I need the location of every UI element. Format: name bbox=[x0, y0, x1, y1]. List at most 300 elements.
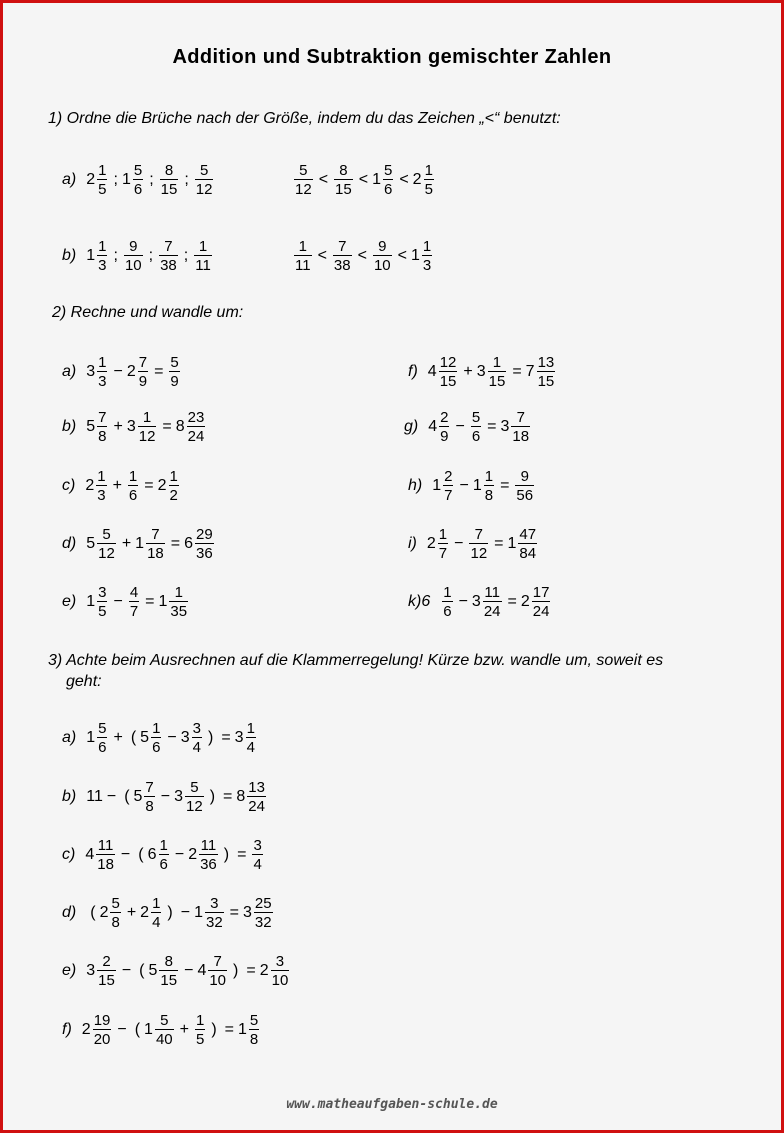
numerator: 1 bbox=[152, 895, 161, 912]
denominator: 3 bbox=[422, 257, 432, 274]
worksheet-title: Addition und Subtraktion gemischter Zahlen bbox=[172, 46, 612, 68]
fraction bbox=[294, 162, 313, 198]
operator: = bbox=[223, 788, 233, 805]
whole-number: 5 bbox=[86, 535, 96, 552]
whole-number: 1 bbox=[238, 1021, 247, 1038]
expression-2k bbox=[408, 580, 552, 624]
whole-number: 1 bbox=[86, 729, 96, 746]
item-label: d) bbox=[62, 904, 77, 921]
numerator: 7 bbox=[98, 409, 107, 426]
whole-number: 2 bbox=[81, 1021, 91, 1038]
operator: ) bbox=[208, 729, 214, 746]
numerator: 1 bbox=[492, 354, 502, 371]
operator: < bbox=[317, 247, 327, 264]
denominator: 5 bbox=[98, 603, 107, 620]
numerator: 7 bbox=[338, 238, 347, 255]
fraction bbox=[383, 162, 393, 198]
fraction bbox=[247, 779, 266, 815]
fraction bbox=[151, 720, 161, 756]
whole-number: 1 bbox=[194, 904, 203, 921]
denominator: 24 bbox=[248, 798, 265, 815]
numerator: 1 bbox=[159, 837, 168, 854]
expression-2d bbox=[62, 522, 216, 566]
numerator: 7 bbox=[213, 953, 222, 970]
expression-2a bbox=[62, 350, 182, 394]
operator: = bbox=[145, 593, 155, 610]
item-label: i) bbox=[408, 535, 417, 552]
numerator: 23 bbox=[187, 409, 205, 426]
denominator: 38 bbox=[333, 257, 351, 274]
numerator: 1 bbox=[438, 526, 448, 543]
denominator: 3 bbox=[98, 257, 107, 274]
whole-number: 3 bbox=[174, 788, 184, 805]
denominator: 3 bbox=[98, 373, 107, 390]
fraction bbox=[471, 409, 481, 445]
denominator: 6 bbox=[383, 181, 393, 198]
expression-3c bbox=[62, 833, 265, 877]
whole-number: 1 bbox=[372, 171, 381, 188]
numerator: 1 bbox=[98, 238, 107, 255]
denominator: 5 bbox=[98, 181, 107, 198]
fraction bbox=[195, 1012, 205, 1048]
expression-2b bbox=[62, 405, 207, 449]
operator: = bbox=[224, 1021, 234, 1038]
fraction bbox=[96, 837, 115, 873]
denominator: 8 bbox=[484, 487, 494, 504]
item-label: k)6 bbox=[408, 593, 431, 610]
fraction bbox=[515, 468, 534, 504]
denominator: 4 bbox=[253, 856, 262, 873]
whole-number: 4 bbox=[85, 846, 95, 863]
fraction bbox=[169, 468, 179, 504]
operator: = bbox=[237, 846, 247, 863]
numerator: 3 bbox=[192, 720, 201, 737]
numerator: 12 bbox=[439, 354, 457, 371]
whole-number: 1 bbox=[135, 535, 145, 552]
whole-number: 1 bbox=[121, 171, 131, 188]
item-label: d) bbox=[62, 535, 77, 552]
operator: ) bbox=[211, 1021, 217, 1038]
denominator: 15 bbox=[537, 373, 555, 390]
denominator: 15 bbox=[98, 972, 115, 989]
denominator: 6 bbox=[471, 428, 481, 445]
denominator: 12 bbox=[98, 545, 115, 562]
fraction bbox=[439, 354, 458, 390]
fraction bbox=[146, 526, 165, 562]
operator: = bbox=[162, 418, 172, 435]
operator: + bbox=[113, 418, 123, 435]
operator: + bbox=[126, 904, 137, 921]
expression-3e bbox=[62, 949, 291, 993]
denominator: 5 bbox=[424, 181, 433, 198]
numerator: 5 bbox=[199, 162, 209, 179]
operator: − bbox=[120, 846, 131, 863]
fraction bbox=[194, 238, 212, 274]
operator: − bbox=[167, 729, 177, 746]
task3-heading: 3) Achte beim Ausrechnen auf die Klammerregelung! Kürze bzw. wandle um, soweit es bbox=[48, 652, 664, 669]
fraction bbox=[249, 1012, 259, 1048]
fraction bbox=[97, 526, 116, 562]
whole-number: 2 bbox=[126, 363, 136, 380]
whole-number: 1 bbox=[86, 593, 96, 610]
denominator: 20 bbox=[93, 1031, 111, 1048]
denominator: 5 bbox=[195, 1031, 205, 1048]
numerator: 5 bbox=[160, 1012, 169, 1029]
numerator: 1 bbox=[98, 162, 107, 179]
fraction bbox=[97, 162, 107, 198]
numerator: 9 bbox=[520, 468, 529, 485]
denominator: 6 bbox=[152, 739, 161, 756]
operator: − bbox=[121, 962, 132, 979]
denominator: 24 bbox=[483, 603, 501, 620]
expression-2c bbox=[62, 464, 181, 508]
numerator: 11 bbox=[484, 584, 500, 601]
denominator: 8 bbox=[145, 798, 154, 815]
whole-number: 1 bbox=[472, 477, 482, 494]
denominator: 15 bbox=[335, 181, 352, 198]
operator: − bbox=[106, 788, 117, 805]
fraction bbox=[110, 895, 120, 931]
numerator: 29 bbox=[196, 526, 213, 543]
whole-number: 3 bbox=[180, 729, 190, 746]
numerator: 5 bbox=[102, 526, 111, 543]
denominator: 32 bbox=[205, 914, 223, 931]
numerator: 3 bbox=[210, 895, 219, 912]
fraction bbox=[532, 584, 551, 620]
denominator: 4 bbox=[192, 739, 201, 756]
numerator: 9 bbox=[378, 238, 387, 255]
item-label: f) bbox=[62, 1021, 72, 1038]
fraction bbox=[488, 354, 507, 390]
fraction bbox=[97, 354, 107, 390]
operator: ) bbox=[223, 846, 230, 863]
numerator: 11 bbox=[97, 837, 114, 854]
numerator: 8 bbox=[164, 953, 173, 970]
fraction bbox=[511, 409, 530, 445]
fraction bbox=[96, 468, 106, 504]
fraction bbox=[129, 584, 139, 620]
item-label: c) bbox=[62, 477, 76, 494]
numerator: 7 bbox=[145, 779, 154, 796]
operator: ( bbox=[124, 788, 130, 805]
operator: < bbox=[399, 171, 409, 188]
whole-number: 2 bbox=[99, 904, 109, 921]
item-label: b) bbox=[62, 788, 77, 805]
numerator: 7 bbox=[474, 526, 483, 543]
whole-number: 6 bbox=[147, 846, 157, 863]
denominator: 84 bbox=[519, 545, 537, 562]
denominator: 36 bbox=[196, 545, 213, 562]
numerator: 1 bbox=[198, 238, 208, 255]
numerator: 1 bbox=[195, 1012, 205, 1029]
numerator: 9 bbox=[129, 238, 138, 255]
fraction bbox=[333, 238, 352, 274]
item-label: a) bbox=[62, 363, 77, 380]
fraction bbox=[151, 895, 161, 931]
operator: + bbox=[113, 729, 123, 746]
denominator: 9 bbox=[170, 373, 179, 390]
fraction bbox=[271, 953, 290, 989]
operator: ( bbox=[90, 904, 96, 921]
fraction bbox=[133, 162, 143, 198]
whole-number: 8 bbox=[236, 788, 246, 805]
whole-number: 1 bbox=[144, 1021, 153, 1038]
operator: = bbox=[487, 418, 497, 435]
denominator: 7 bbox=[444, 487, 453, 504]
denominator: 11 bbox=[195, 257, 211, 274]
whole-number: 5 bbox=[133, 788, 143, 805]
expression-2f bbox=[408, 350, 557, 394]
operator: ( bbox=[134, 1021, 141, 1038]
numerator: 5 bbox=[98, 720, 107, 737]
numerator: 5 bbox=[190, 779, 199, 796]
denominator: 9 bbox=[440, 428, 449, 445]
operator: − bbox=[160, 788, 171, 805]
item-label: g) bbox=[404, 418, 419, 435]
operator: − bbox=[455, 418, 465, 435]
numerator: 1 bbox=[98, 354, 107, 371]
numerator: 5 bbox=[249, 1012, 259, 1029]
fraction bbox=[160, 162, 179, 198]
fraction bbox=[246, 720, 256, 756]
denominator: 6 bbox=[98, 739, 107, 756]
whole-number: 4 bbox=[197, 962, 207, 979]
fraction bbox=[438, 526, 448, 562]
denominator: 10 bbox=[271, 972, 289, 989]
denominator: 38 bbox=[160, 257, 177, 274]
fraction bbox=[205, 895, 224, 931]
numerator: 13 bbox=[248, 779, 265, 796]
denominator: 10 bbox=[124, 257, 142, 274]
denominator: 56 bbox=[516, 487, 534, 504]
numerator: 1 bbox=[422, 238, 432, 255]
numerator: 5 bbox=[299, 162, 308, 179]
operator: ( bbox=[130, 729, 137, 746]
whole-number: 3 bbox=[471, 593, 481, 610]
numerator: 7 bbox=[151, 526, 160, 543]
numerator: 17 bbox=[532, 584, 550, 601]
operator: − bbox=[459, 477, 469, 494]
numerator: 3 bbox=[253, 837, 262, 854]
item-label: a) bbox=[62, 729, 77, 746]
denominator: 2 bbox=[169, 487, 178, 504]
denominator: 18 bbox=[512, 428, 530, 445]
whole-number: 3 bbox=[243, 904, 252, 921]
whole-number: 6 bbox=[184, 535, 194, 552]
numerator: 1 bbox=[298, 238, 307, 255]
numerator: 13 bbox=[537, 354, 555, 371]
denominator: 12 bbox=[195, 181, 213, 198]
fraction bbox=[442, 584, 452, 620]
whole-number: 1 bbox=[432, 477, 442, 494]
operator: − bbox=[184, 962, 194, 979]
denominator: 12 bbox=[138, 428, 156, 445]
operator: = bbox=[494, 535, 504, 552]
item-label: h) bbox=[408, 477, 423, 494]
operator: − bbox=[174, 846, 185, 863]
item-label: c) bbox=[62, 846, 76, 863]
item-label: b) bbox=[62, 418, 77, 435]
expression-3d bbox=[62, 891, 275, 935]
operator: − bbox=[117, 1021, 127, 1038]
whole-number: 1 bbox=[410, 247, 420, 264]
operator: − bbox=[454, 535, 464, 552]
numerator: 1 bbox=[169, 468, 178, 485]
denominator: 3 bbox=[97, 487, 106, 504]
denominator: 12 bbox=[470, 545, 488, 562]
fraction bbox=[199, 837, 218, 873]
fraction bbox=[169, 354, 179, 390]
denominator: 10 bbox=[373, 257, 391, 274]
denominator: 18 bbox=[147, 545, 164, 562]
numerator: 5 bbox=[170, 354, 179, 371]
item-label: b) bbox=[62, 247, 77, 264]
expression-3b bbox=[62, 775, 268, 819]
expression-1a-q bbox=[62, 158, 215, 202]
denominator: 12 bbox=[295, 181, 312, 198]
numerator: 1 bbox=[152, 720, 161, 737]
fraction bbox=[128, 468, 138, 504]
whole-number: 11 bbox=[86, 788, 103, 805]
operator: = bbox=[221, 729, 231, 746]
numerator: 1 bbox=[174, 584, 183, 601]
denominator: 15 bbox=[488, 373, 506, 390]
numerator: 47 bbox=[519, 526, 537, 543]
operator: = bbox=[507, 593, 517, 610]
fraction bbox=[138, 409, 157, 445]
denominator: 35 bbox=[170, 603, 188, 620]
whole-number: 7 bbox=[525, 363, 535, 380]
whole-number: 2 bbox=[412, 171, 422, 188]
numerator: 1 bbox=[142, 409, 152, 426]
operator: + bbox=[463, 363, 473, 380]
fraction bbox=[144, 779, 154, 815]
numerator: 8 bbox=[339, 162, 348, 179]
numerator: 8 bbox=[164, 162, 174, 179]
fraction bbox=[138, 354, 148, 390]
denominator: 40 bbox=[155, 1031, 173, 1048]
item-label: e) bbox=[62, 593, 77, 610]
fraction bbox=[97, 409, 107, 445]
fraction bbox=[97, 953, 116, 989]
fraction bbox=[192, 720, 202, 756]
fraction bbox=[124, 238, 143, 274]
item-label: e) bbox=[62, 962, 77, 979]
whole-number: 3 bbox=[234, 729, 244, 746]
numerator: 1 bbox=[424, 162, 433, 179]
fraction bbox=[294, 238, 312, 274]
denominator: 32 bbox=[254, 914, 272, 931]
operator: ; bbox=[149, 171, 154, 188]
operator: = bbox=[144, 477, 154, 494]
whole-number: 3 bbox=[86, 962, 96, 979]
operator: ; bbox=[183, 247, 189, 264]
denominator: 4 bbox=[246, 739, 255, 756]
numerator: 1 bbox=[443, 584, 452, 601]
fraction bbox=[537, 354, 556, 390]
whole-number: 4 bbox=[428, 418, 438, 435]
fraction bbox=[93, 1012, 112, 1048]
expression-1b-a bbox=[292, 234, 434, 278]
operator: = bbox=[512, 363, 522, 380]
denominator: 10 bbox=[209, 972, 227, 989]
denominator: 8 bbox=[98, 428, 107, 445]
fraction bbox=[97, 720, 107, 756]
task1-heading: 1) Ordne die Brüche nach der Größe, indem du das Zeichen „<“ benutzt: bbox=[48, 110, 561, 127]
item-label: f) bbox=[408, 363, 418, 380]
expression-3f bbox=[62, 1008, 261, 1052]
whole-number: 3 bbox=[500, 418, 510, 435]
numerator: 2 bbox=[102, 953, 111, 970]
fraction bbox=[97, 238, 107, 274]
operator: < bbox=[318, 171, 329, 188]
numerator: 5 bbox=[383, 162, 393, 179]
numerator: 1 bbox=[128, 468, 138, 485]
fraction bbox=[195, 526, 214, 562]
denominator: 24 bbox=[187, 428, 205, 445]
fraction bbox=[254, 895, 273, 931]
expression-1a-a bbox=[292, 158, 436, 202]
fraction bbox=[159, 837, 169, 873]
denominator: 8 bbox=[111, 914, 120, 931]
denominator: 7 bbox=[129, 603, 139, 620]
denominator: 36 bbox=[200, 856, 217, 873]
fraction bbox=[185, 779, 204, 815]
denominator: 4 bbox=[152, 914, 161, 931]
whole-number: 3 bbox=[126, 418, 136, 435]
operator: ( bbox=[138, 846, 144, 863]
denominator: 24 bbox=[532, 603, 550, 620]
fraction bbox=[195, 162, 214, 198]
denominator: 6 bbox=[443, 603, 452, 620]
whole-number: 2 bbox=[140, 904, 150, 921]
operator: ) bbox=[233, 962, 239, 979]
website-footer: www.matheaufgaben-schule.de bbox=[286, 1097, 498, 1112]
numerator: 5 bbox=[133, 162, 143, 179]
fraction bbox=[518, 526, 537, 562]
fraction bbox=[169, 584, 188, 620]
fraction bbox=[484, 468, 494, 504]
operator: < bbox=[358, 171, 369, 188]
whole-number: 2 bbox=[426, 535, 436, 552]
fraction bbox=[373, 238, 392, 274]
numerator: 5 bbox=[111, 895, 120, 912]
operator: = bbox=[154, 363, 164, 380]
numerator: 25 bbox=[254, 895, 272, 912]
fraction bbox=[424, 162, 434, 198]
denominator: 18 bbox=[97, 856, 114, 873]
whole-number: 5 bbox=[86, 418, 96, 435]
whole-number: 1 bbox=[507, 535, 517, 552]
fraction bbox=[159, 238, 178, 274]
operator: < bbox=[357, 247, 367, 264]
expression-2h bbox=[408, 464, 536, 508]
operator: + bbox=[112, 477, 122, 494]
numerator: 7 bbox=[164, 238, 173, 255]
whole-number: 3 bbox=[476, 363, 486, 380]
fraction bbox=[187, 409, 206, 445]
task3-heading-continued: geht: bbox=[66, 673, 102, 690]
whole-number: 2 bbox=[520, 593, 530, 610]
numerator: 3 bbox=[275, 953, 285, 970]
denominator: 6 bbox=[128, 487, 138, 504]
denominator: 8 bbox=[249, 1031, 259, 1048]
fraction bbox=[422, 238, 432, 274]
fraction bbox=[252, 837, 262, 873]
whole-number: 1 bbox=[86, 247, 96, 264]
fraction bbox=[469, 526, 488, 562]
denominator: 9 bbox=[138, 373, 148, 390]
